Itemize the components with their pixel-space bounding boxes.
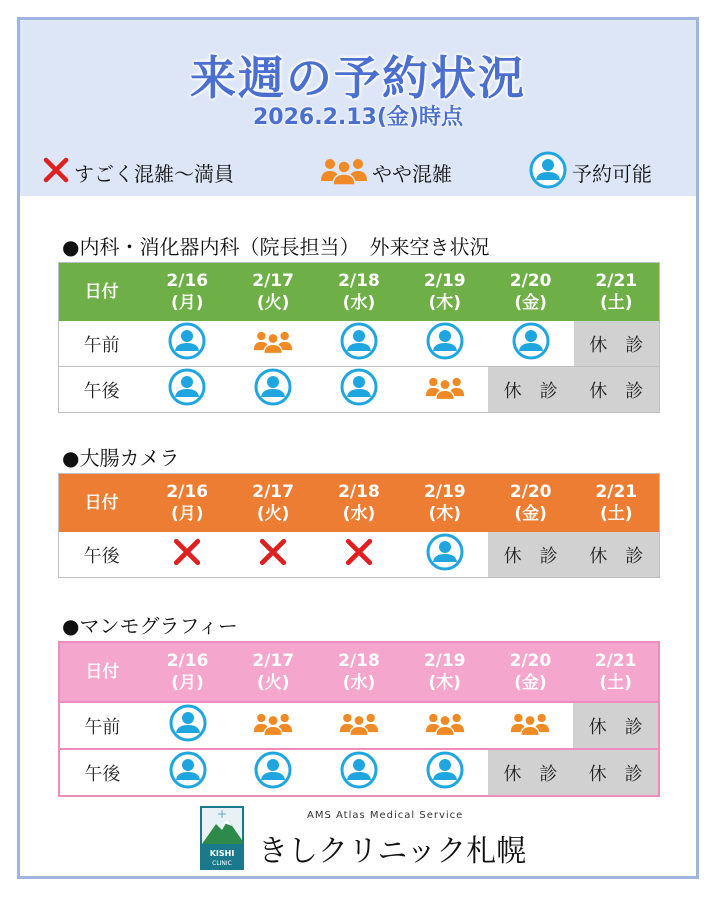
group-icon	[253, 710, 293, 741]
header-date: 2/18	[338, 271, 380, 291]
person-icon	[425, 532, 465, 577]
person-icon	[511, 321, 551, 366]
cross-icon	[344, 537, 374, 572]
schedule-table-colonoscopy	[58, 473, 660, 578]
table-row	[59, 532, 660, 578]
logo-text-2: CLINIC	[212, 860, 232, 867]
header-weekday: (木)	[428, 293, 462, 313]
header-date: 2/18	[338, 482, 380, 502]
clinic-name: きしクリニック札幌	[258, 834, 527, 869]
header-weekday: (月)	[170, 293, 204, 313]
group-icon	[339, 710, 379, 741]
status-cell-available	[230, 749, 316, 796]
status-cell-available	[145, 749, 231, 796]
person-icon	[339, 321, 379, 366]
header-weekday: (水)	[342, 504, 376, 524]
legend-busy-label: やや混雑	[372, 161, 452, 186]
table-row	[59, 702, 659, 749]
status-cell-busy	[230, 702, 316, 749]
section-title-mammography: ●マンモグラフィー	[62, 614, 238, 638]
header-date: 2/20	[509, 482, 552, 502]
header-date: 2/17	[252, 482, 294, 502]
status-cell-available	[402, 532, 488, 578]
person-icon	[339, 750, 379, 795]
page-subtitle: 2026.2.13(金)時点	[253, 105, 463, 130]
legend-full-label: すごく混雑～満員	[74, 161, 234, 186]
header-day	[144, 263, 230, 322]
status-cell-available	[316, 367, 402, 413]
header-weekday: (金)	[514, 673, 547, 693]
header-weekday: (水)	[342, 673, 376, 693]
header-day	[402, 642, 488, 702]
header-day	[488, 474, 574, 533]
table-row	[59, 749, 659, 796]
status-cell-busy	[402, 367, 488, 413]
header-day	[402, 474, 488, 533]
header-weekday: (土)	[600, 293, 633, 313]
header-weekday: (木)	[428, 504, 462, 524]
person-icon	[425, 321, 465, 366]
header-weekday: (火)	[256, 673, 290, 693]
status-cell-available	[144, 321, 230, 367]
table-header-row	[59, 474, 660, 533]
person-icon	[253, 750, 293, 795]
group-icon	[425, 374, 465, 405]
logo-text-1: KISHI	[209, 849, 235, 858]
status-cell-available	[316, 321, 402, 367]
row-label: 午後	[59, 367, 145, 413]
header-weekday: (金)	[514, 504, 547, 524]
header-day	[488, 642, 574, 702]
header-day	[574, 474, 660, 533]
header-weekday: (月)	[171, 673, 204, 693]
status-cell-busy	[316, 702, 402, 749]
header-day	[574, 263, 660, 322]
header-day	[316, 474, 402, 533]
header-day	[316, 263, 402, 322]
header-date: 2/19	[423, 482, 466, 502]
header-date: 2/17	[252, 271, 294, 291]
status-cell-available	[144, 367, 230, 413]
person-icon	[167, 321, 207, 366]
cross-icon	[172, 537, 202, 572]
legend-busy	[320, 152, 452, 192]
row-label: 午後	[59, 749, 145, 796]
status-cell-busy	[488, 702, 574, 749]
header-date: 2/19	[423, 271, 466, 291]
status-cell-full	[144, 532, 230, 578]
header-day	[230, 474, 316, 533]
header-banner	[20, 20, 696, 196]
closed-cell: 休 診	[488, 749, 574, 796]
group-icon	[425, 710, 465, 741]
page-title: 来週の予約状況	[190, 51, 526, 105]
cross-icon	[42, 156, 70, 189]
closed-cell: 休 診	[574, 532, 660, 578]
header-weekday: (金)	[514, 293, 547, 313]
header-date: 2/20	[509, 271, 552, 291]
table-row	[59, 367, 660, 413]
page-frame	[17, 17, 699, 879]
status-cell-full	[316, 532, 402, 578]
header-day	[144, 474, 230, 533]
header-weekday: (火)	[256, 293, 290, 313]
group-icon	[253, 328, 293, 359]
header-date: 2/18	[338, 651, 380, 671]
header-weekday: (火)	[256, 504, 290, 524]
header-weekday: (土)	[600, 504, 633, 524]
schedule-table-mammography	[58, 641, 660, 797]
table-header-row	[59, 642, 659, 702]
header-weekday: (木)	[428, 673, 461, 693]
table-row	[59, 321, 660, 367]
row-label: 午前	[59, 702, 145, 749]
person-icon	[339, 367, 379, 412]
header-date: 2/21	[595, 271, 638, 291]
person-icon	[167, 367, 207, 412]
header-day	[230, 263, 316, 322]
section-title-internal: ●内科・消化器内科（院長担当） 外来空き状況	[62, 235, 490, 259]
legend-full	[42, 152, 234, 192]
header-day	[230, 642, 316, 702]
header-weekday: (月)	[170, 504, 204, 524]
closed-cell: 休 診	[574, 367, 660, 413]
header-date: 2/16	[166, 482, 209, 502]
group-icon	[320, 155, 368, 190]
cross-icon	[258, 537, 288, 572]
row-label: 午後	[59, 532, 145, 578]
closed-cell: 休 診	[488, 532, 574, 578]
header-date-label: 日付	[59, 263, 145, 322]
row-label: 午前	[59, 321, 145, 367]
legend-available	[528, 152, 652, 192]
header-date: 2/20	[509, 651, 552, 671]
person-icon	[253, 367, 293, 412]
status-cell-available	[316, 749, 402, 796]
header-weekday: (土)	[599, 673, 632, 693]
status-cell-busy	[402, 702, 488, 749]
section-title-colonoscopy: ●大腸カメラ	[62, 446, 180, 470]
header-day	[316, 642, 402, 702]
schedule-table-internal	[58, 262, 660, 413]
person-icon	[425, 750, 465, 795]
status-cell-available	[402, 749, 488, 796]
header-day	[402, 263, 488, 322]
header-date-label: 日付	[59, 474, 145, 533]
status-cell-available	[488, 321, 574, 367]
header-date: 2/21	[594, 651, 637, 671]
header-day	[145, 642, 231, 702]
status-cell-full	[230, 532, 316, 578]
header-weekday: (水)	[342, 293, 376, 313]
legend-available-label: 予約可能	[572, 161, 652, 186]
status-cell-available	[402, 321, 488, 367]
closed-cell: 休 診	[573, 749, 659, 796]
service-name: AMS Atlas Medical Service	[307, 810, 464, 821]
header-date-label: 日付	[59, 642, 145, 702]
header-day	[488, 263, 574, 322]
header-date: 2/16	[166, 271, 209, 291]
table-header-row	[59, 263, 660, 322]
status-cell-available	[230, 367, 316, 413]
header-date: 2/19	[423, 651, 466, 671]
header-date: 2/21	[595, 482, 638, 502]
person-icon	[168, 703, 208, 748]
person-icon	[168, 750, 208, 795]
header-date: 2/16	[166, 651, 209, 671]
closed-cell: 休 診	[573, 702, 659, 749]
clinic-logo	[200, 806, 244, 874]
group-icon	[510, 710, 550, 741]
closed-cell: 休 診	[488, 367, 574, 413]
closed-cell: 休 診	[574, 321, 660, 367]
header-day	[573, 642, 659, 702]
header-date: 2/17	[252, 651, 295, 671]
status-cell-busy	[230, 321, 316, 367]
person-icon	[528, 150, 568, 195]
status-cell-available	[145, 702, 231, 749]
